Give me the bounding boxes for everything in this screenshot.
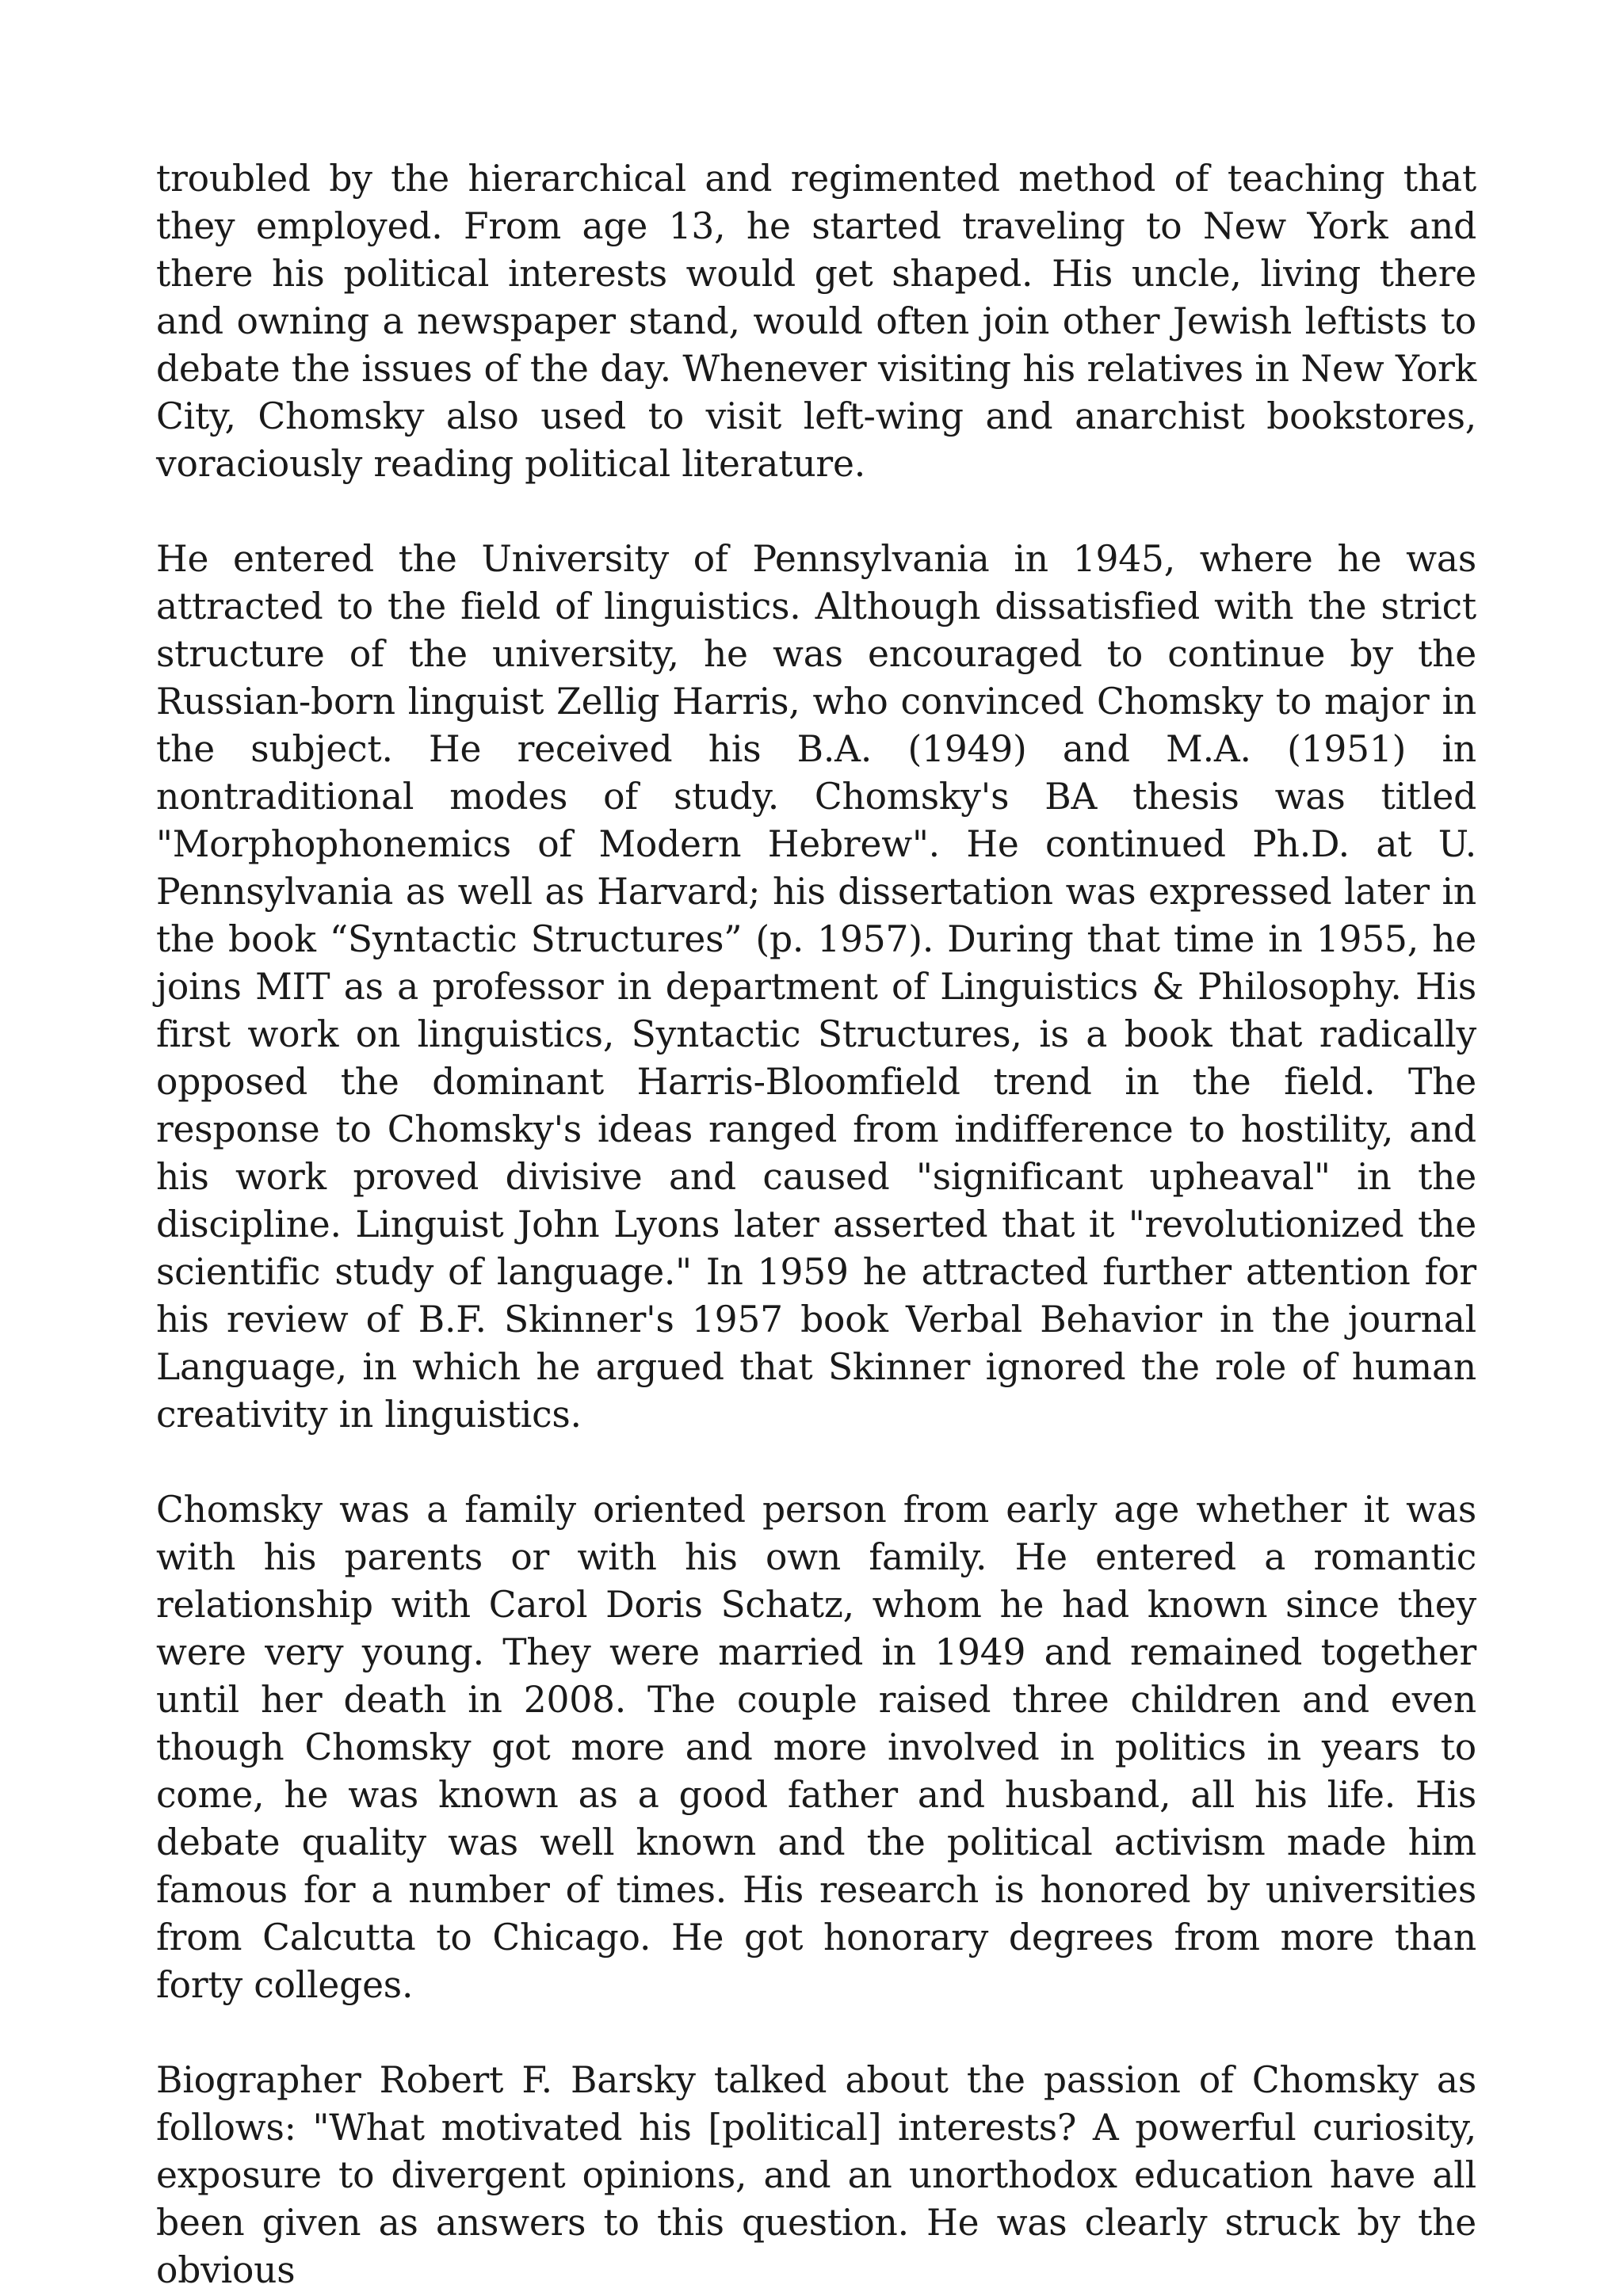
paragraph-family-life: Chomsky was a family oriented person from early age whether it was with his parents or with his own family. He entered a romantic relationship with Carol Doris Schatz, whom he had known since they were very young. They were married in 1949 and remained together until her death in 2008. The couple raised three children and even though Chomsky got more and more involved in politics in years to come, he was known as a good father and husband, all his life. His debate quality was well known and the political activism made him famous for a number of times. His research is honored by universities from Calcutta to Chicago. He got honorary degrees from more than forty colleges. — [156, 1489, 1476, 2006]
paragraph-early-political-interests: troubled by the hierarchical and regimented method of teaching that they employed. From age 13, he started traveling to New York and there his political interests would get shaped. His uncle, living there and owning a newspaper stand, would often join other Jewish leftists to debate the issues of the day. Whenever visiting his relatives in New York City, Chomsky also used to visit left-wing and anarchist bookstores, voraciously reading political literature. — [156, 158, 1476, 485]
document-page — [156, 155, 1476, 2294]
paragraph-university-linguistics: He entered the University of Pennsylvania in 1945, where he was attracted to the field of linguistics. Although dissatisfied with the strict structure of the university, he was encouraged to continue by the Russian-born linguist Zellig Harris, who convinced Chomsky to major in the subject. He received his B.A. (1949) and M.A. (1951) in nontraditional modes of study. Chomsky's BA thesis was titled "Morphophonemics of Modern Hebrew". He continued Ph.D. at U. Pennsylvania as well as Harvard; his dissertation was expressed later in the book “Syntactic Structures” (p. 1957). During that time in 1955, he joins MIT as a professor in department of Linguistics & Philosophy. His first work on linguistics, Syntactic Structures, is a book that radically opposed the dominant Harris-Bloomfield trend in the field. The response to Chomsky's ideas ranged from indifference to hostility, and his work proved divisive and caused "significant upheaval" in the discipline. Linguist John Lyons later asserted that it "revolutionized the scientific study of language." In 1959 he attracted further attention for his review of B.F. Skinner's 1957 book Verbal Behavior in the journal Language, in which he argued that Skinner ignored the role of human creativity in linguistics. — [156, 538, 1476, 1436]
paragraph-biographer-quote: Biographer Robert F. Barsky talked about the passion of Chomsky as follows: "What motivated his [political] interests? A powerful curiosity, exposure to divergent opinions, and an unorthodox education have all been given as answers to this question. He was clearly struck by the obvious — [156, 2059, 1476, 2291]
